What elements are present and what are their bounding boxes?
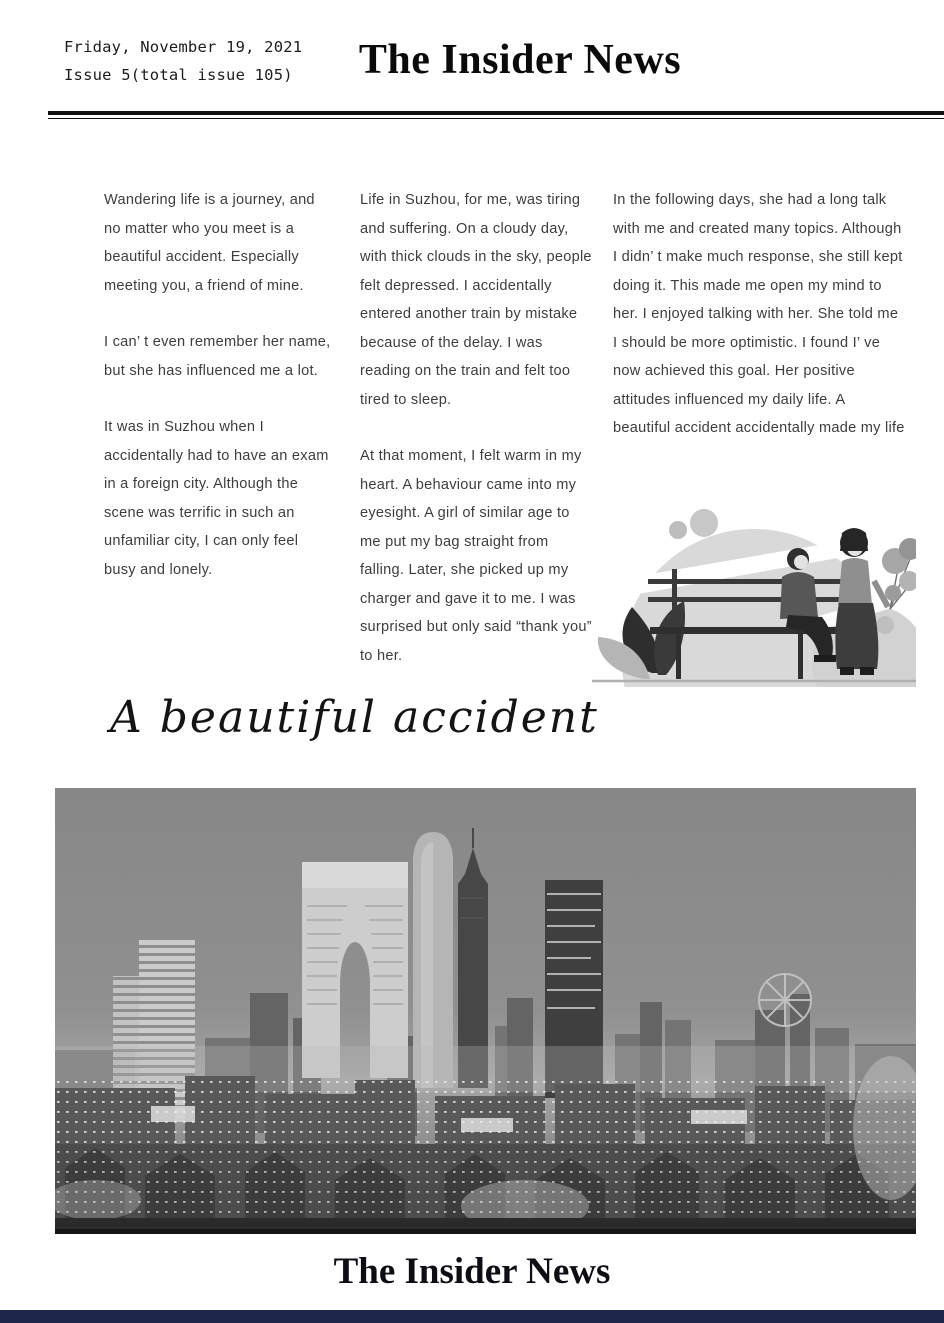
masthead-issue: Issue 5(total issue 105) xyxy=(64,66,293,84)
bench-couple-illustration xyxy=(592,503,916,687)
bench-couple-illustration-svg xyxy=(592,503,916,687)
city-skyline-photo xyxy=(55,788,916,1234)
article-headline: A beautiful accident xyxy=(110,692,599,743)
article-paragraph: Life in Suzhou, for me, was tiring and suffering. On a cloudy day, with thick clouds in the sky, people felt depressed. I accidentally entered another train by mistake because of the delay. I was reading on the train and felt too tired to sleep. xyxy=(360,192,592,408)
article-paragraph: Wandering life is a journey, and no matter who you meet is a beautiful accident. Especially meeting you, a friend of mine. xyxy=(104,192,315,294)
masthead-title: The Insider News xyxy=(358,37,682,83)
bottom-bar xyxy=(0,1310,944,1323)
article-column-3 xyxy=(613,186,905,471)
masthead-date: Friday, November 19, 2021 xyxy=(64,38,303,56)
article-paragraph: It was in Suzhou when I accidentally had to have an exam in a foreign city. Although the scene was terrific in such an unfamiliar city, I can only feel busy and lonely. xyxy=(104,419,329,578)
article-paragraph: In the following days, she had a long talk with me and created many topics. Although I didn’ t make much response, she still kept doing it. This made me open my mind to her. I enjoyed talking with her. She told me I should be more optimistic. I found I’ ve now achieved this goal. Her positive attitudes influenced my daily life. A beautiful accident accidentally made my life xyxy=(613,192,905,436)
article-column-1 xyxy=(104,186,334,612)
article-paragraph: I can’ t even remember her name, but she has influenced me a lot. xyxy=(104,334,331,379)
footer-title: The Insider News xyxy=(333,1251,611,1292)
article-paragraph: At that moment, I felt warm in my heart. A behaviour came into my eyesight. A girl of similar age to me put my bag straight from falling. Later, she picked up my charger and gave it to me. I was surprised but only said “thank you” to her. xyxy=(360,448,592,664)
masthead-double-rule xyxy=(48,111,944,119)
city-skyline-photo-svg xyxy=(55,788,916,1234)
article-column-2 xyxy=(360,186,592,698)
